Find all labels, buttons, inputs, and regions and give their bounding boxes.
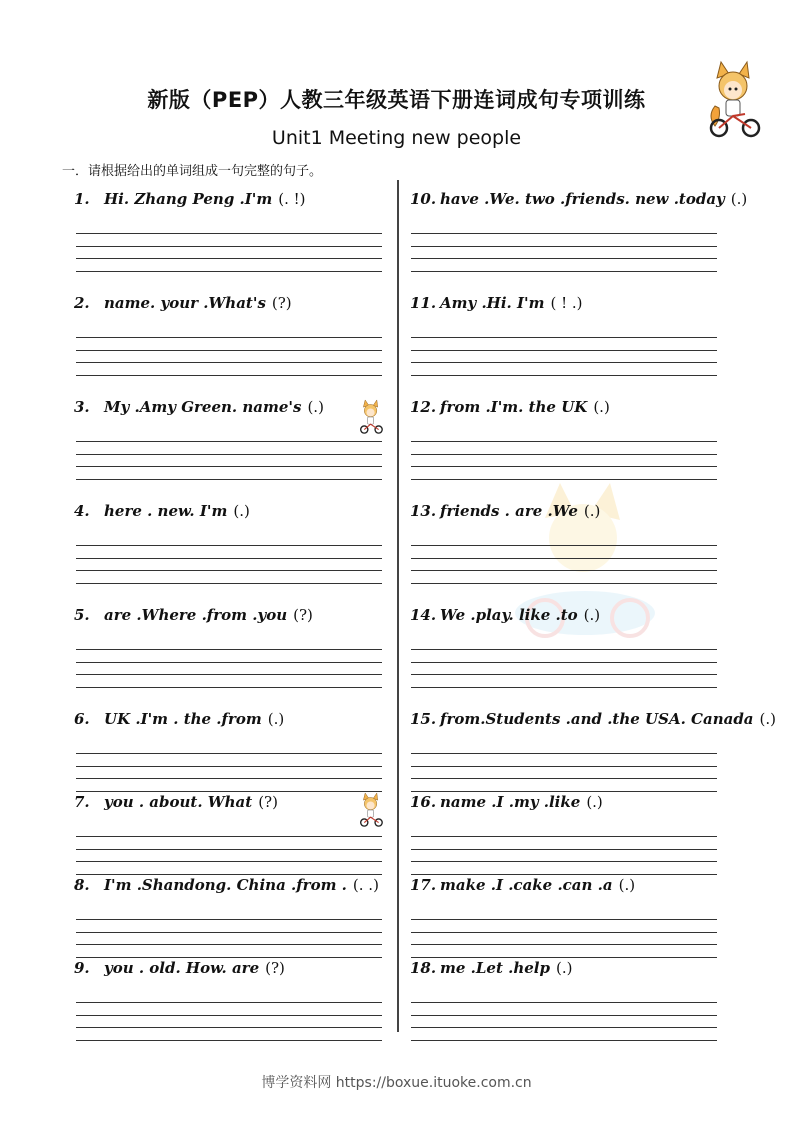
question-punctuation: (.) [593,398,610,416]
writing-line [411,233,717,234]
question-words: name. your .What's [104,294,266,312]
question-item [410,876,635,894]
writing-line [411,583,717,584]
writing-line [76,375,382,376]
writing-line [411,687,717,688]
question-words: from .I'm. the UK [440,398,588,416]
question-item [74,606,313,624]
writing-line [411,791,717,792]
writing-line [76,479,382,480]
writing-line [76,649,382,650]
writing-line [76,674,382,675]
writing-line [411,1027,717,1028]
writing-line [76,233,382,234]
writing-line [411,861,717,862]
writing-line [411,350,717,351]
writing-line [411,1040,717,1041]
question-number: 13. [410,502,437,520]
question-number: 18. [410,959,437,977]
writing-line [76,874,382,875]
writing-line [76,766,382,767]
writing-line [76,1027,382,1028]
question-words: have .We. two .friends. new .today [440,190,725,208]
writing-line [411,454,717,455]
writing-line [411,1002,717,1003]
writing-line [411,836,717,837]
question-punctuation: (?) [258,793,278,811]
question-punctuation: ( ! .) [550,294,583,312]
question-words: name .I .my .like [440,793,581,811]
question-punctuation: (.) [267,710,285,728]
writing-line [76,337,382,338]
writing-line [411,375,717,376]
writing-line [411,919,717,920]
writing-line [76,350,382,351]
question-number: 14. [410,606,437,624]
writing-line [411,753,717,754]
writing-line [76,932,382,933]
question-number: 17. [410,876,437,894]
question-number: 3. [74,398,90,416]
writing-line [411,258,717,259]
question-punctuation: (.) [307,398,324,416]
writing-line [76,271,382,272]
footer-text: 博学资料网 https://boxue.ituoke.com.cn [261,1075,532,1091]
question-item [74,398,324,416]
question-number: 8. [74,876,90,894]
writing-line [411,957,717,958]
question-words: make .I .cake .can .a [440,876,613,894]
fox-mascot-small-icon [358,791,384,829]
question-number: 10. [410,190,437,208]
writing-line [76,466,382,467]
question-item [410,710,776,728]
question-punctuation: (. .) [352,876,379,894]
page-subtitle: Unit1 Meeting new people [271,127,522,149]
writing-line [76,558,382,559]
question-number: 5. [74,606,90,624]
writing-line [76,258,382,259]
writing-line [76,1002,382,1003]
question-item [410,793,603,811]
writing-line [76,570,382,571]
writing-line [411,362,717,363]
writing-line [76,1040,382,1041]
question-words: I'm .Shandong. China .from . [104,876,347,894]
writing-line [411,337,717,338]
question-item [74,876,379,894]
writing-line [76,454,382,455]
writing-line [411,874,717,875]
question-punctuation: (.) [233,502,250,520]
question-words: are .Where .from .you [104,606,288,624]
writing-line [76,944,382,945]
question-punctuation: (?) [271,294,292,312]
writing-line [76,836,382,837]
writing-line [411,849,717,850]
question-punctuation: (.) [618,876,636,894]
writing-line [411,466,717,467]
writing-line [411,479,717,480]
question-item [410,959,572,977]
question-number: 16. [410,793,437,811]
writing-line [76,919,382,920]
question-number: 15. [410,710,437,728]
writing-line [76,957,382,958]
writing-line [76,753,382,754]
question-number: 6. [74,710,90,728]
question-punctuation: (.) [730,190,748,208]
question-item [74,294,292,312]
question-words: you . about. What [104,793,253,811]
writing-line [411,944,717,945]
question-item [74,190,306,208]
writing-line [411,1015,717,1016]
writing-line [76,545,382,546]
question-number: 1. [74,190,90,208]
fox-mascot-small-icon [358,398,384,436]
question-words: My .Amy Green. name's [104,398,302,416]
column-divider [397,180,399,1032]
question-punctuation: (. !) [278,190,306,208]
page-title: 新版（PEP）人教三年级英语下册连词成句专项训练 [147,88,646,112]
question-number: 9. [74,959,90,977]
question-item [410,606,600,624]
question-item [410,398,610,416]
question-item [74,710,284,728]
question-number: 7. [74,793,90,811]
question-punctuation: (.) [583,606,601,624]
writing-line [76,791,382,792]
writing-line [411,570,717,571]
writing-line [76,778,382,779]
writing-line [411,441,717,442]
question-words: me .Let .help [440,959,550,977]
question-punctuation: (?) [293,606,313,624]
question-words: you . old. How. are [104,959,260,977]
writing-line [76,861,382,862]
question-words: UK .I'm . the .from [104,710,262,728]
writing-line [411,649,717,650]
question-words: Amy .Hi. I'm [440,294,545,312]
writing-line [411,271,717,272]
question-words: from.Students .and .the USA. Canada [440,710,754,728]
writing-line [411,674,717,675]
writing-line [76,441,382,442]
instruction-text: 一．请根据给出的单词组成一句完整的句子。 [62,164,323,179]
writing-line [411,246,717,247]
writing-line [76,687,382,688]
question-words: friends . are .We [440,502,578,520]
question-number: 12. [410,398,437,416]
writing-line [411,662,717,663]
question-number: 2. [74,294,90,312]
writing-line [76,362,382,363]
writing-line [76,849,382,850]
question-item [74,959,285,977]
question-words: We .play. like .to [440,606,578,624]
writing-line [76,583,382,584]
question-words: here . new. I'm [104,502,228,520]
fox-cyclist-mascot-icon [705,60,763,140]
question-item [74,793,278,811]
question-words: Hi. Zhang Peng .I'm [104,190,273,208]
writing-line [411,778,717,779]
question-number: 11. [410,294,437,312]
writing-line [411,932,717,933]
writing-line [76,1015,382,1016]
question-punctuation: (.) [555,959,573,977]
question-item [410,190,747,208]
question-item [410,294,583,312]
question-item [410,502,600,520]
question-number: 4. [74,502,90,520]
writing-line [76,662,382,663]
writing-line [76,246,382,247]
question-punctuation: (.) [586,793,603,811]
writing-line [411,558,717,559]
question-punctuation: (.) [759,710,777,728]
writing-line [411,766,717,767]
question-punctuation: (?) [265,959,285,977]
question-punctuation: (.) [583,502,601,520]
question-item [74,502,250,520]
writing-line [411,545,717,546]
